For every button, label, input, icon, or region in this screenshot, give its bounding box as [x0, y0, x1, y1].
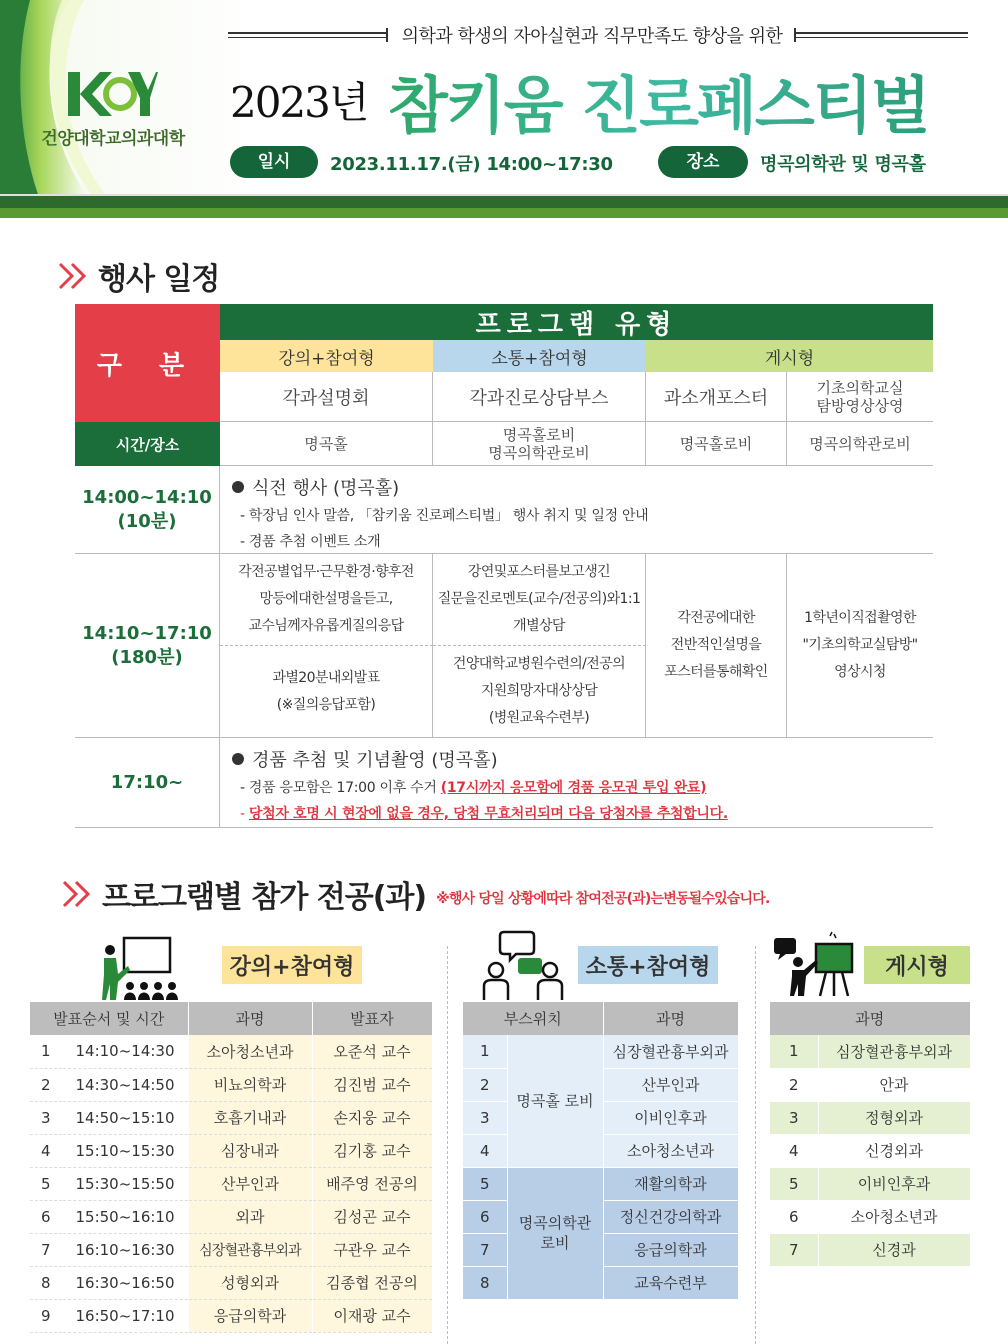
- table-header-row: [770, 1002, 970, 1035]
- communication-people-icon: [482, 930, 566, 1002]
- schedule-table: [75, 304, 933, 828]
- header-order-time: 발표순서 및 시간: [30, 1002, 188, 1035]
- poster-department-table: [770, 1002, 971, 1267]
- row-subject: 안과: [818, 1068, 970, 1101]
- row-time: 16:10~16:30: [62, 1233, 188, 1266]
- row-number: 1: [30, 1035, 62, 1068]
- poster-type-label: 게시형: [864, 946, 970, 984]
- header-band-dark: [0, 196, 1008, 208]
- row-speaker: 배주영 전공의: [312, 1167, 432, 1200]
- subtitle-rule-left: [228, 32, 388, 38]
- row-time: 14:50~15:10: [62, 1101, 188, 1134]
- row-subject: 산부인과: [188, 1167, 312, 1200]
- row-subject: 응급의학과: [603, 1233, 738, 1266]
- header-booth-location: 부스위치: [463, 1002, 603, 1035]
- event-date: 2023.11.17.(금) 14:00~17:30: [330, 154, 613, 175]
- subtitle: 의학과 학생의 자아실현과 직무만족도 향상을 위한: [401, 26, 783, 47]
- row-subject: 심장혈관흉부외과: [818, 1035, 970, 1068]
- double-chevron-icon: [58, 262, 90, 290]
- row-time: 16:30~16:50: [62, 1266, 188, 1299]
- table-row: [30, 1101, 432, 1134]
- table-row: [770, 1035, 970, 1068]
- row-time: 15:50~16:10: [62, 1200, 188, 1233]
- row-subject: 비뇨의학과: [188, 1068, 312, 1101]
- closing-line-2-dash: -: [240, 806, 249, 822]
- time-slot-2: 14:10~17:10 (180분): [75, 554, 220, 738]
- event-year: 2023년: [230, 78, 368, 127]
- table-row: [770, 1068, 970, 1101]
- place-1: 명곡홀: [220, 422, 433, 466]
- booth-location-myeonggok-hall: 명곡홀 로비: [507, 1035, 603, 1167]
- bullet-dot-icon: [232, 481, 244, 493]
- header-speaker: 발표자: [312, 1002, 432, 1035]
- row-subject: 이비인후과: [818, 1167, 970, 1200]
- row-time: 14:10~14:30: [62, 1035, 188, 1068]
- university-logo-icon: [66, 68, 158, 120]
- table-row: [770, 1167, 970, 1200]
- row-subject: 재활의학과: [603, 1167, 738, 1200]
- row-number: 3: [770, 1101, 818, 1134]
- header-subject: 과명: [770, 1002, 970, 1035]
- closing-line-1-notice: (17시까지 응모함에 경품 응모권 투입 완료): [440, 780, 707, 796]
- closing-event-block: [220, 738, 933, 828]
- panel-divider-1: [447, 946, 448, 1344]
- lecture-presenter-icon: [98, 934, 184, 1002]
- table-row: [770, 1134, 970, 1167]
- bullet-dot-icon: [232, 753, 244, 765]
- header-subject: 과명: [188, 1002, 312, 1035]
- closing-event-title: 경품 추첨 및 기념촬영 (명곡홀): [252, 750, 498, 771]
- opening-event-title: 식전 행사 (명곡홀): [252, 478, 400, 499]
- opening-event-heading: [232, 474, 933, 500]
- row-subject: 심장내과: [188, 1134, 312, 1167]
- time-place-header: 시간/장소: [75, 422, 220, 466]
- row-number: 2: [463, 1068, 507, 1101]
- row-number: 5: [770, 1167, 818, 1200]
- closing-event-heading: [232, 746, 933, 772]
- row-time: 15:10~15:30: [62, 1134, 188, 1167]
- row-subject: 성형외과: [188, 1266, 312, 1299]
- table-row: [30, 1035, 432, 1068]
- row-time: 16:50~17:10: [62, 1299, 188, 1332]
- consult-description: 강연및포스터를보고생긴 질문을진로멘토(교수/전공의)와1:1 개별상담: [433, 554, 646, 646]
- table-header-row: [30, 1002, 432, 1035]
- row-subject: 산부인과: [603, 1068, 738, 1101]
- row-number: 7: [463, 1233, 507, 1266]
- row-speaker: 김종협 전공의: [312, 1266, 432, 1299]
- video-description: 1학년이직접촬영한 "기초의학교실탐방" 영상시청: [787, 554, 933, 738]
- hospital-consult-description: 건양대학교병원수련의/전공의 지원희망자대상상담 (병원교육수련부): [433, 646, 646, 738]
- place-label-pill: 장소: [658, 146, 748, 178]
- time-slot-1: 14:00~14:10 (10분): [75, 466, 220, 554]
- row-subject: 신경외과: [818, 1134, 970, 1167]
- row-number: 6: [770, 1200, 818, 1233]
- row-number: 8: [463, 1266, 507, 1299]
- program-name-4: 기초의학교실 탐방영상상영: [787, 372, 933, 422]
- row-subject: 정형외과: [818, 1101, 970, 1134]
- section-title-text: 프로그램별 참가 전공(과): [102, 880, 427, 915]
- row-number: 7: [30, 1233, 62, 1266]
- lecture-description: 각전공별업무·근무환경·향후전 망등에대한설명을듣고, 교수님께자유롭게질의응답: [220, 554, 433, 646]
- table-row: [770, 1233, 970, 1266]
- type-lecture-header: 강의+참여형: [220, 340, 433, 372]
- header-band-green: [0, 208, 1008, 218]
- row-number: 2: [30, 1068, 62, 1101]
- double-chevron-icon: [62, 880, 94, 908]
- row-number: 7: [770, 1233, 818, 1266]
- row-subject: 이비인후과: [603, 1101, 738, 1134]
- row-subject: 신경과: [818, 1233, 970, 1266]
- row-subject: 응급의학과: [188, 1299, 312, 1332]
- row-number: 6: [463, 1200, 507, 1233]
- communication-type-label: 소통+참여형: [578, 946, 718, 984]
- opening-event-line-1: - 학장님 인사 말씀, 「참키움 진로페스티벌」 행사 취지 및 일정 안내: [240, 508, 649, 524]
- section-title-participants: [62, 872, 770, 916]
- row-time: 14:30~14:50: [62, 1068, 188, 1101]
- row-number: 8: [30, 1266, 62, 1299]
- communication-booth-table: [463, 1002, 739, 1300]
- row-number: 4: [770, 1134, 818, 1167]
- table-row: [30, 1134, 432, 1167]
- row-number: 6: [30, 1200, 62, 1233]
- table-row: [463, 1167, 738, 1200]
- poster-header: [0, 0, 1008, 218]
- program-type-header: 프로그램 유형: [220, 304, 933, 340]
- table-row: [770, 1101, 970, 1134]
- time-slot-3: 17:10~: [75, 738, 220, 828]
- row-number: 1: [463, 1035, 507, 1068]
- row-subject: 심장혈관흉부외과: [188, 1233, 312, 1266]
- row-speaker: 김진범 교수: [312, 1068, 432, 1101]
- program-name-1: 각과설명회: [220, 372, 433, 422]
- table-bottom-border: [75, 827, 933, 828]
- table-row: [30, 1266, 432, 1299]
- place-3: 명곡홀로비: [646, 422, 787, 466]
- row-number: 2: [770, 1068, 818, 1101]
- closing-event-line-2: [232, 801, 933, 827]
- poster-board-icon: [770, 930, 856, 1002]
- row-speaker: 구관우 교수: [312, 1233, 432, 1266]
- closing-line-1-text: - 경품 응모함은 17:00 이후 수거: [240, 780, 441, 796]
- university-name: 건양대학교의과대학: [41, 129, 185, 149]
- row-subject: 심장혈관흉부외과: [603, 1035, 738, 1068]
- event-place: 명곡의학관 및 명곡홀: [760, 154, 926, 175]
- table-header-row: [463, 1002, 738, 1035]
- lecture-type-label: 강의+참여형: [222, 946, 362, 984]
- row-speaker: 오준석 교수: [312, 1035, 432, 1068]
- change-notice: ※행사 당일 상황에따라 참여전공(과)는변동될수있습니다.: [436, 891, 770, 907]
- row-number: 9: [30, 1299, 62, 1332]
- opening-event-line-2: - 경품 추첨 이벤트 소개: [240, 534, 381, 550]
- table-row: [770, 1200, 970, 1233]
- poster-description: 각전공에대한 전반적인설명을 포스터를통해확인: [646, 554, 787, 738]
- place-2: 명곡홀로비 명곡의학관로비: [433, 422, 646, 466]
- booth-location-medical-building: 명곡의학관 로비: [507, 1167, 603, 1299]
- row-speaker: 이재광 교수: [312, 1299, 432, 1332]
- row-number: 3: [30, 1101, 62, 1134]
- row-subject: 호흡기내과: [188, 1101, 312, 1134]
- row-number: 4: [30, 1134, 62, 1167]
- row-number: 5: [30, 1167, 62, 1200]
- row-subject: 교육수련부: [603, 1266, 738, 1299]
- row-number: 4: [463, 1134, 507, 1167]
- opening-event-block: [220, 466, 933, 554]
- event-title: 참키움 진로페스티벌: [388, 56, 929, 145]
- row-number: 5: [463, 1167, 507, 1200]
- type-poster-header: 게시형: [646, 340, 933, 372]
- panel-divider-2: [755, 946, 756, 1344]
- section-title-schedule: [58, 254, 219, 298]
- row-subject: 소아청소년과: [818, 1200, 970, 1233]
- subtitle-rule-right: [794, 32, 968, 38]
- row-subject: 소아청소년과: [188, 1035, 312, 1068]
- table-row: [30, 1200, 432, 1233]
- row-number: 3: [463, 1101, 507, 1134]
- row-speaker: 김성곤 교수: [312, 1200, 432, 1233]
- row-number: 1: [770, 1035, 818, 1068]
- program-name-3: 과소개포스터: [646, 372, 787, 422]
- date-label-pill: 일시: [230, 146, 318, 178]
- row-subject: 외과: [188, 1200, 312, 1233]
- header-subject: 과명: [603, 1002, 738, 1035]
- row-time: 15:30~15:50: [62, 1167, 188, 1200]
- closing-event-line-1: [232, 775, 933, 801]
- closing-line-2-notice: 당첨자 호명 시 현장에 없을 경우, 당첨 무효처리되며 다음 당첨자를 추첨합니다.: [248, 806, 728, 822]
- row-subject: 정신건강의학과: [603, 1200, 738, 1233]
- row-speaker: 손지웅 교수: [312, 1101, 432, 1134]
- table-row: [30, 1068, 432, 1101]
- table-row: [30, 1167, 432, 1200]
- type-communication-header: 소통+참여형: [433, 340, 646, 372]
- section-title-text: 행사 일정: [98, 262, 220, 297]
- category-header: 구 분: [75, 304, 220, 422]
- table-row: [463, 1035, 738, 1068]
- lecture-presentation-table: [30, 1002, 433, 1333]
- lecture-format: 과별20분내외발표 (※질의응답포함): [220, 646, 433, 738]
- table-row: [30, 1233, 432, 1266]
- table-row: [30, 1299, 432, 1332]
- row-speaker: 김기홍 교수: [312, 1134, 432, 1167]
- place-4: 명곡의학관로비: [787, 422, 933, 466]
- row-subject: 소아청소년과: [603, 1134, 738, 1167]
- program-name-2: 각과진로상담부스: [433, 372, 646, 422]
